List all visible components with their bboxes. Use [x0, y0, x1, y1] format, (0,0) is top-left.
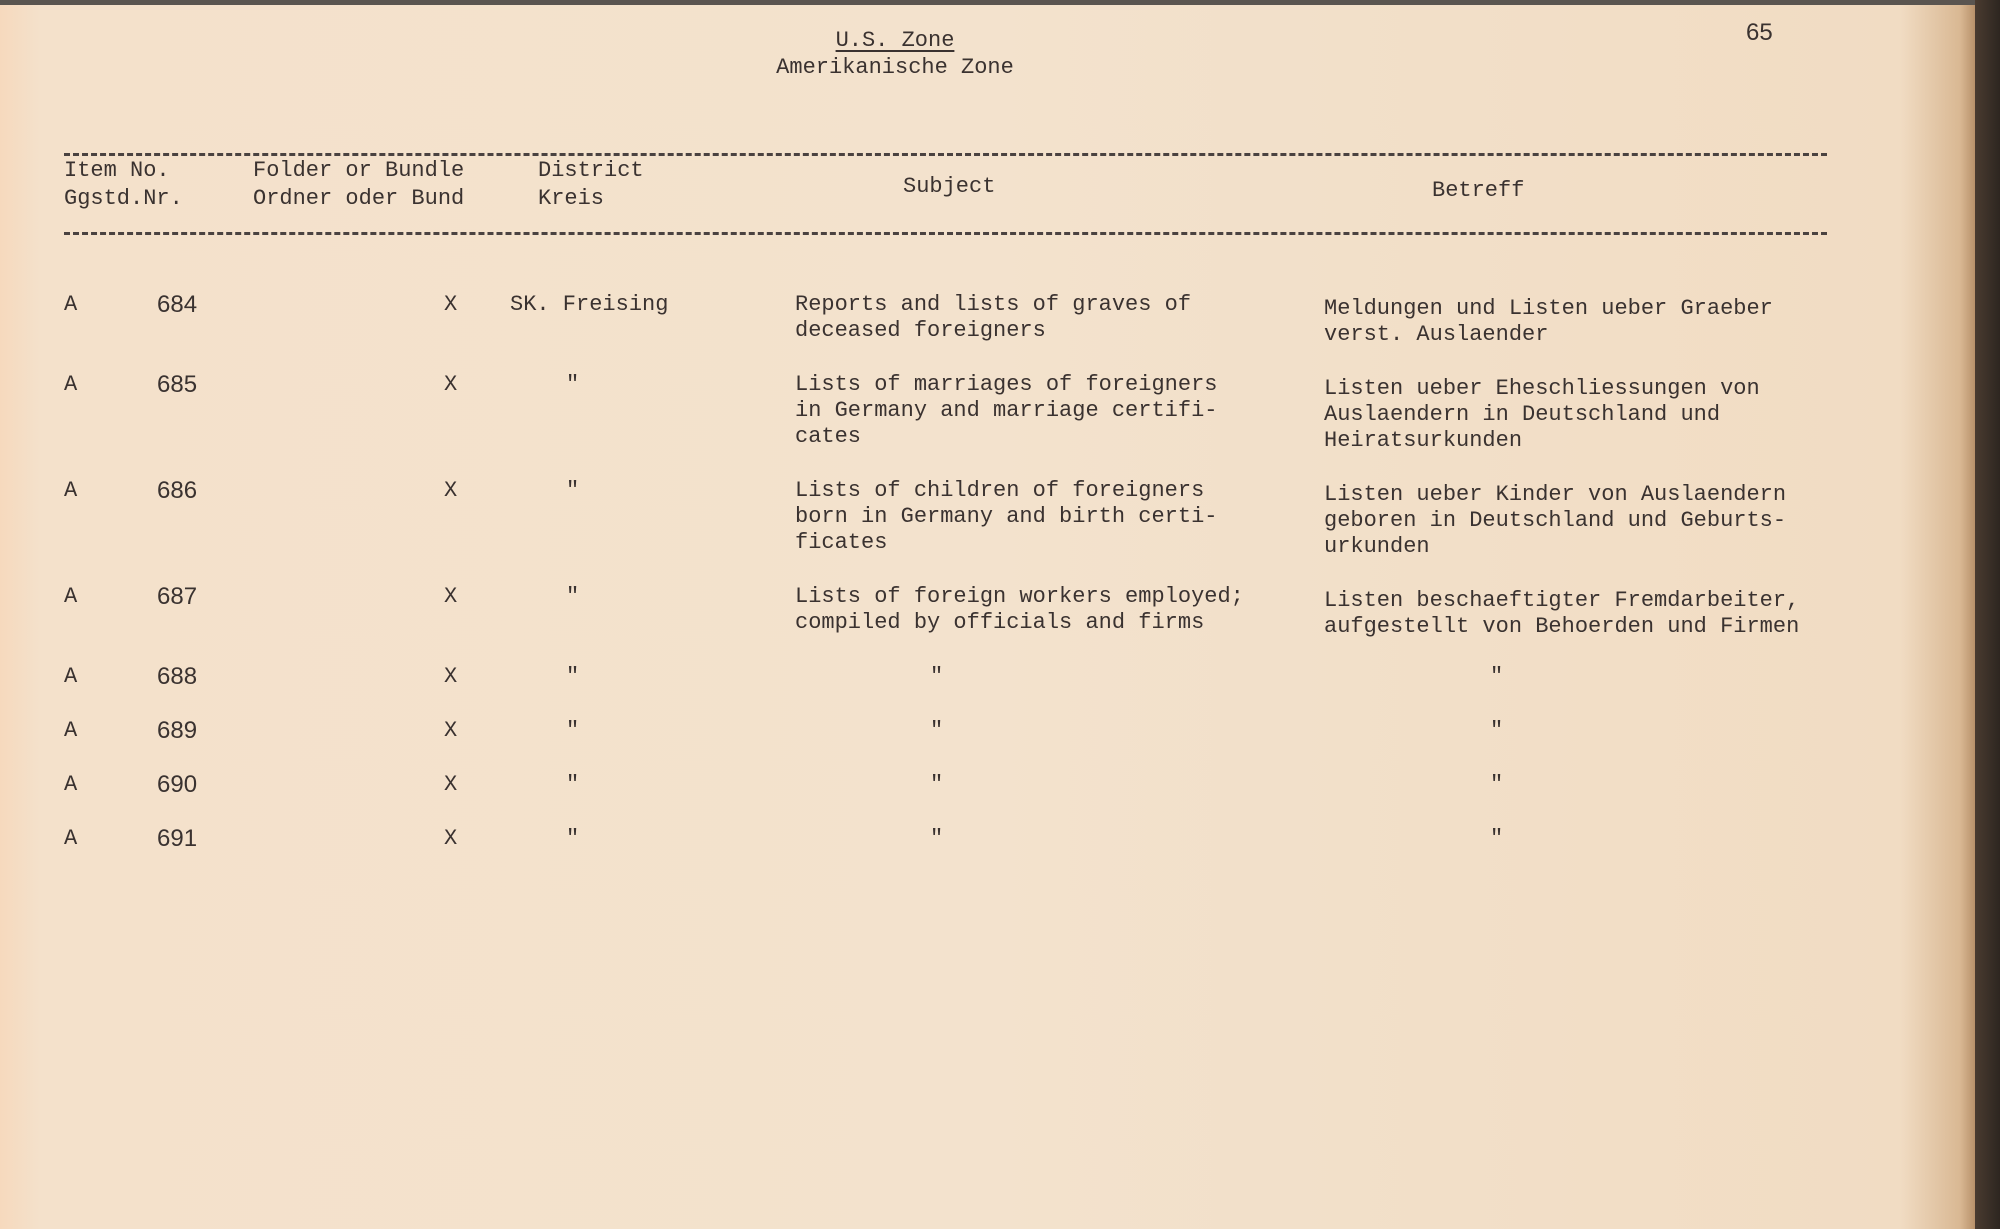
- col-folder-de: Ordner oder Bund: [253, 186, 465, 211]
- row-number: 689: [157, 717, 198, 744]
- row-subject: Lists of children of foreigners born in Germany and birth certi- ficates: [795, 478, 1218, 555]
- row-subject: Lists of foreign workers employed; compiled by officials and firms: [795, 584, 1244, 635]
- row-folder-mark: X: [444, 584, 458, 609]
- page-title: U.S. Zone: [835, 28, 955, 53]
- row-item: A: [64, 718, 78, 743]
- row-folder-mark: X: [444, 372, 458, 397]
- col-betreff: Betreff: [1432, 178, 1525, 203]
- row-item: A: [64, 772, 78, 797]
- row-folder-mark: X: [444, 478, 458, 503]
- row-item: A: [64, 478, 78, 503]
- scan-edge-top: [0, 0, 2000, 5]
- row-betreff: Listen ueber Eheschliessungen von Auslaendern in Deutschland und Heiratsurkunden: [1324, 376, 1760, 453]
- col-district-de: Kreis: [538, 186, 605, 211]
- row-subject: Lists of marriages of foreigners in Germany and marriage certifi- cates: [795, 372, 1218, 449]
- row-subject: Reports and lists of graves of deceased foreigners: [795, 292, 1192, 343]
- col-folder-en: Folder or Bundle: [253, 158, 465, 183]
- row-district: ": [566, 372, 580, 397]
- row-district: ": [566, 478, 580, 503]
- row-district: ": [566, 584, 580, 609]
- row-folder-mark: X: [444, 772, 458, 797]
- row-folder-mark: X: [444, 664, 458, 689]
- divider-header: [64, 232, 1827, 235]
- scan-edge-right: [1975, 0, 2000, 1229]
- row-betreff: Listen ueber Kinder von Auslaendern geboren in Deutschland und Geburts- urkunden: [1324, 482, 1787, 559]
- row-number: 684: [157, 291, 198, 318]
- row-item: A: [64, 826, 78, 851]
- row-district: ": [566, 718, 580, 743]
- row-item: A: [64, 584, 78, 609]
- row-subject: ": [930, 664, 944, 689]
- divider-top: [64, 153, 1827, 156]
- row-betreff: ": [1490, 826, 1504, 851]
- row-number: 691: [157, 825, 198, 852]
- row-district: ": [566, 826, 580, 851]
- row-number: 687: [157, 583, 198, 610]
- row-folder-mark: X: [444, 292, 458, 317]
- row-district: SK. Freising: [510, 292, 669, 317]
- row-betreff: ": [1490, 772, 1504, 797]
- row-number: 686: [157, 477, 198, 504]
- page-number: 65: [1746, 19, 1773, 46]
- row-number: 688: [157, 663, 198, 690]
- row-betreff: ": [1490, 664, 1504, 689]
- row-number: 685: [157, 371, 198, 398]
- col-item-de: Ggstd.Nr.: [64, 186, 183, 211]
- col-item-en: Item No.: [64, 158, 170, 183]
- row-betreff: ": [1490, 718, 1504, 743]
- col-district-en: District: [538, 158, 644, 183]
- row-subject: ": [930, 772, 944, 797]
- row-folder-mark: X: [444, 826, 458, 851]
- row-subject: ": [930, 718, 944, 743]
- row-subject: ": [930, 826, 944, 851]
- row-item: A: [64, 372, 78, 397]
- page-subtitle: Amerikanische Zone: [776, 55, 1014, 80]
- row-district: ": [566, 772, 580, 797]
- row-district: ": [566, 664, 580, 689]
- row-item: A: [64, 664, 78, 689]
- row-betreff: Meldungen und Listen ueber Graeber verst. Auslaender: [1324, 296, 1773, 347]
- row-number: 690: [157, 771, 198, 798]
- row-betreff: Listen beschaeftigter Fremdarbeiter, aufgestellt von Behoerden und Firmen: [1324, 588, 1800, 639]
- row-item: A: [64, 292, 78, 317]
- row-folder-mark: X: [444, 718, 458, 743]
- col-subject: Subject: [903, 174, 996, 199]
